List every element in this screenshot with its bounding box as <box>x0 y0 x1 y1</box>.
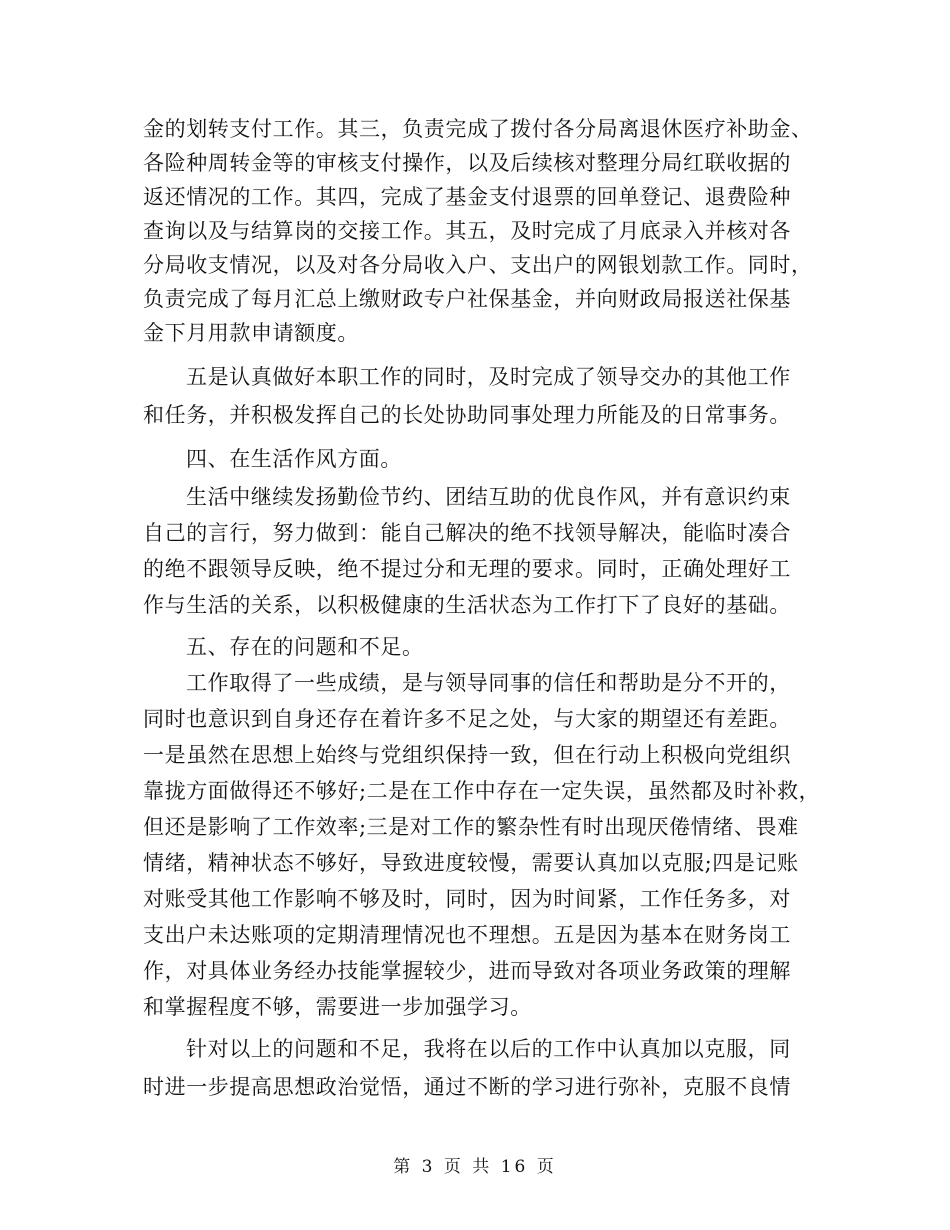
body-line: 靠拢方面做得还不够好;二是在工作中存在一定失误，虽然都及时补救， <box>143 779 821 803</box>
body-line: 作与生活的关系，以积极健康的生活状态为工作打下了良好的基础。 <box>143 593 791 617</box>
body-line: 时进一步提高思想政治觉悟，通过不断的学习进行弥补，克服不良情 <box>143 1075 791 1099</box>
body-line: 对账受其他工作影响不够及时，同时，因为时间紧，工作任务多，对 <box>143 887 791 911</box>
paragraph-first-line: 针对以上的问题和不足，我将在以后的工作中认真加以克服，同 <box>186 1037 791 1061</box>
body-line: 分局收支情况，以及对各分局收入户、支出户的网银划款工作。同时， <box>143 253 813 277</box>
paragraph-first-line: 五是认真做好本职工作的同时，及时完成了领导交办的其他工作 <box>186 365 791 389</box>
body-line: 一是虽然在思想上始终与党组织保持一致，但在行动上积极向党组织 <box>143 743 791 767</box>
paragraph-first-line: 生活中继续发扬勤俭节约、团结互助的优良作风，并有意识约束 <box>186 485 791 509</box>
body-line: 负责完成了每月汇总上缴财政专户社保基金，并向财政局报送社保基 <box>143 287 791 311</box>
body-line: 同时也意识到自身还存在着许多不足之处，与大家的期望还有差距。 <box>143 707 791 731</box>
body-line: 和掌握程度不够，需要进一步加强学习。 <box>143 995 532 1019</box>
body-line: 和任务，并积极发挥自己的长处协助同事处理力所能及的日常事务。 <box>143 403 791 427</box>
body-line: 作，对具体业务经办技能掌握较少，进而导致对各项业务政策的理解 <box>143 959 791 983</box>
paragraph-first-line: 工作取得了一些成绩，是与领导同事的信任和帮助是分不开的， <box>186 671 791 695</box>
body-line: 支出户未达账项的定期清理情况也不理想。五是因为基本在财务岗工 <box>143 923 791 947</box>
section-heading: 五、存在的问题和不足。 <box>186 635 424 659</box>
body-line: 但还是影响了工作效率;三是对工作的繁杂性有时出现厌倦情绪、畏难 <box>143 815 799 839</box>
body-line: 各险种周转金等的审核支付操作，以及后续核对整理分局红联收据的 <box>143 151 791 175</box>
body-line: 的绝不跟领导反映，绝不提过分和无理的要求。同时，正确处理好工 <box>143 557 791 581</box>
body-line: 情绪，精神状态不够好，导致进度较慢，需要认真加以克服;四是记账 <box>143 851 799 875</box>
section-heading: 四、在生活作风方面。 <box>186 447 402 471</box>
body-line: 查询以及与结算岗的交接工作。其五，及时完成了月底录入并核对各 <box>143 219 791 243</box>
page-footer: 第 3 页 共 16 页 <box>393 1157 557 1177</box>
body-line: 自己的言行，努力做到：能自己解决的绝不找领导解决，能临时凑合 <box>143 521 791 545</box>
body-line: 金的划转支付工作。其三，负责完成了拨付各分局离退休医疗补助金、 <box>143 117 813 141</box>
body-line: 返还情况的工作。其四，完成了基金支付退票的回单登记、退费险种 <box>143 185 791 209</box>
body-line: 金下月用款申请额度。 <box>143 321 359 345</box>
